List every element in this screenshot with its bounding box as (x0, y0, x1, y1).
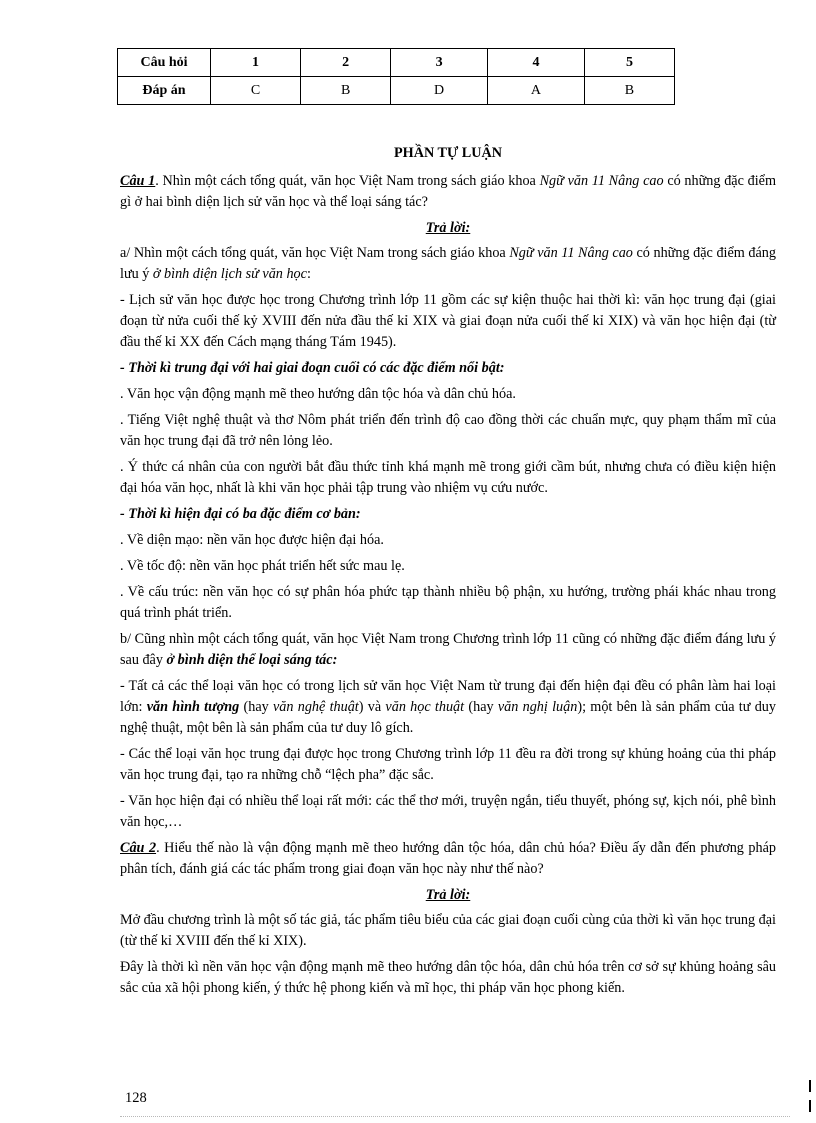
page-divider (120, 1116, 790, 1117)
document-body (120, 143, 776, 1004)
table-cell: D (391, 77, 488, 105)
text: - Tất cả các thể loại văn học có trong lịch sử văn học Việt Nam từ trung đại đến hiện đại đều có phân làm hai loại lớn: (120, 678, 776, 715)
question-2 (120, 838, 776, 880)
answer-heading: Trả lời: (425, 220, 471, 236)
answer-heading: Trả lời: (425, 887, 471, 903)
table-row (118, 49, 675, 77)
paragraph: Mở đầu chương trình là một số tác giả, tác phẩm tiêu biểu của các giai đoạn cuối cùng của thời kì văn học trung đại (từ thế kỉ XVIII đến thế kỉ XIX). (120, 912, 776, 949)
paragraph: . Ý thức cá nhân của con người bắt đầu thức tỉnh khá mạnh mẽ trong giới cầm bút, nhưng chưa có điều kiện hiện đại hóa văn học, nhất là khi văn học phải tập trung vào nhiệm vụ cứu nước. (120, 459, 776, 496)
text: : (306, 266, 311, 282)
table-cell: 3 (391, 49, 488, 77)
text: ) và (358, 699, 386, 715)
margin-mark (809, 1080, 811, 1092)
paragraph: - Lịch sử văn học được học trong Chương trình lớp 11 gồm các sự kiện thuộc hai thời kì: văn học trung đại (giai đoạn từ nửa cuối thế kỷ XVIII đến nửa đầu thế kỉ XIX và giai đoạn nửa cuối thế kỉ XIX) và văn học hiện đại (từ đầu thế kỉ XX đến Cách mạng tháng Tám 1945). (120, 292, 776, 350)
paragraph (120, 243, 776, 285)
emphasis: văn nghị luận (497, 699, 578, 715)
emphasis: ở bình diện thể loại sáng tác (166, 652, 333, 668)
page-number: 128 (125, 1090, 147, 1106)
paragraph: - Văn học hiện đại có nhiều thể loại rất mới: các thể thơ mới, truyện ngắn, tiểu thuyết, phóng sự, kịch nói, phê bình văn học,… (120, 793, 776, 830)
subheading: - Thời kì hiện đại có ba đặc điểm cơ bản: (120, 506, 361, 522)
margin-mark (809, 1100, 811, 1112)
table-cell: B (584, 77, 674, 105)
question-text: . Nhìn một cách tổng quát, văn học Việt Nam trong sách giáo khoa (155, 173, 540, 189)
question-1 (120, 171, 776, 213)
text: b/ Cũng nhìn một cách tổng quát, văn học Việt Nam trong Chương trình lớp 11 cũng có những đặc điểm đáng lưu ý sau đây (120, 631, 776, 668)
paragraph: . Về cấu trúc: nền văn học có sự phân hóa phức tạp thành nhiều bộ phận, xu hướng, trường phái khác nhau trong quá trình phát triển. (120, 584, 776, 621)
table-cell: A (488, 77, 585, 105)
text: ); một bên là sản phẩm của tư duy nghệ thuật, một bên là sản phẩm của tư duy lô gích. (120, 699, 776, 736)
emphasis: ở bình diện lịch sử văn học (152, 266, 307, 282)
question-text: có những đặc điểm gì ở hai bình diện lịch sử văn học và thể loại sáng tác? (120, 173, 776, 210)
table-cell: 2 (301, 49, 391, 77)
text: (hay (464, 699, 498, 715)
text: a/ Nhìn một cách tổng quát, văn học Việt Nam trong sách giáo khoa (120, 245, 510, 261)
table-answer-label: Đáp án (118, 77, 211, 105)
paragraph: . Về diện mạo: nền văn học được hiện đại hóa. (120, 532, 384, 548)
question-label: Câu 1 (120, 173, 156, 189)
paragraph (120, 676, 776, 739)
question-text: . Hiểu thế nào là vận động mạnh mẽ theo hướng dân tộc hóa, dân chủ hóa? Điều ấy dẫn đến phương pháp phân tích, đánh giá các tác phẩm trong giai đoạn văn học này như thế nào? (120, 840, 776, 877)
paragraph: . Về tốc độ: nền văn học phát triển hết sức mau lẹ. (120, 558, 405, 574)
table-cell: 4 (488, 49, 585, 77)
book-title: Ngữ văn 11 Nâng cao (509, 245, 633, 261)
emphasis: văn nghệ thuật (272, 699, 359, 715)
paragraph: . Tiếng Việt nghệ thuật và thơ Nôm phát triển đến trình độ cao đồng thời các chuẩn mực, quy phạm thẩm mĩ của văn học trung đại đã trở nên lỏng lẻo. (120, 412, 776, 449)
section-title: PHẦN TỰ LUẬN (394, 145, 502, 161)
table-header-label: Câu hỏi (118, 49, 211, 77)
subheading: - Thời kì trung đại với hai giai đoạn cuối có các đặc điểm nổi bật: (120, 360, 505, 376)
table-cell: C (211, 77, 301, 105)
table-cell: 1 (211, 49, 301, 77)
book-title: Ngữ văn 11 Nâng cao (539, 173, 664, 189)
paragraph: - Các thể loại văn học trung đại được học trong Chương trình lớp 11 đều ra đời trong sự khủng hoảng của thi pháp văn học trung đại, tạo ra những chỗ “lệch pha” đặc sắc. (120, 746, 776, 783)
table-row (118, 77, 675, 105)
text: có những đặc điểm đáng lưu ý (120, 245, 776, 282)
table-cell: 5 (584, 49, 674, 77)
table-cell: B (301, 77, 391, 105)
text: (hay (239, 699, 273, 715)
text: : (332, 652, 338, 668)
paragraph: Đây là thời kì nền văn học vận động mạnh mẽ theo hướng dân tộc hóa, dân chủ hóa trên cơ sở sự khủng hoảng sâu sắc của xã hội phong kiến, ý thức hệ phong kiến và mĩ học, thi pháp văn học phong kiến. (120, 959, 776, 996)
emphasis: văn học thuật (385, 699, 465, 715)
paragraph: . Văn học vận động mạnh mẽ theo hướng dân tộc hóa và dân chủ hóa. (120, 386, 516, 402)
answer-table (117, 48, 675, 105)
question-label: Câu 2 (120, 840, 157, 856)
emphasis: văn hình tượng (146, 699, 240, 715)
paragraph (120, 629, 776, 671)
